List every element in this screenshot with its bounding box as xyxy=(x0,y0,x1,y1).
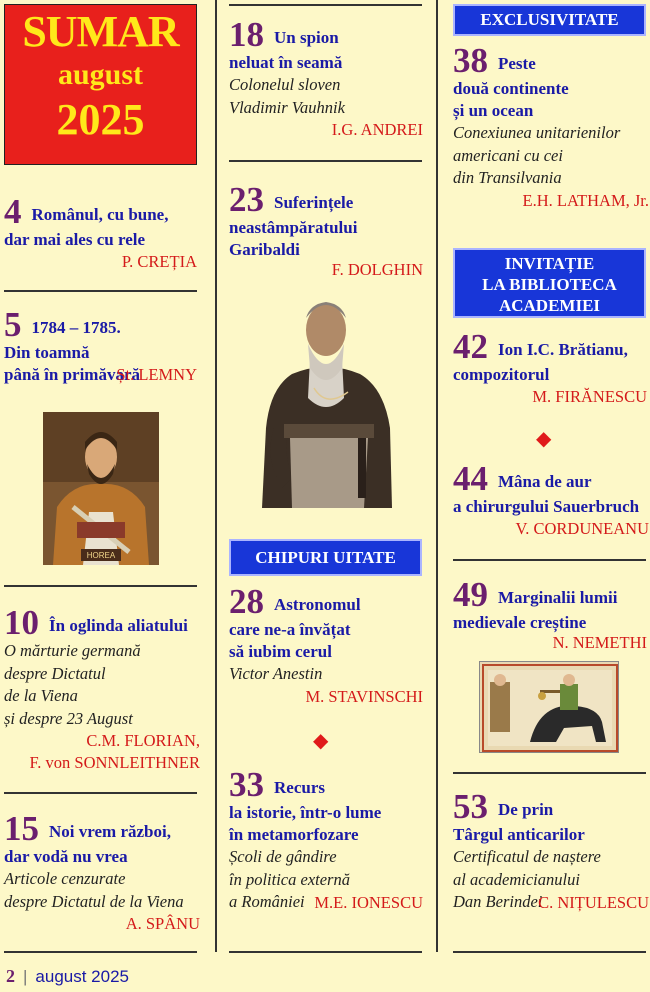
article-28[interactable] xyxy=(229,582,423,708)
diamond-separator-icon: ◆ xyxy=(536,428,552,450)
article-title-line: compozitorul xyxy=(453,365,550,384)
article-author: M. FIRĂNESCU xyxy=(532,387,647,406)
page-number: 23 xyxy=(229,180,264,219)
article-subtitle-line: Articole cenzurate xyxy=(4,869,126,888)
article-title-line: la istorie, într-o lume xyxy=(229,803,382,822)
article-author: P. CREȚIA xyxy=(121,252,197,271)
diamond-separator-icon: ◆ xyxy=(313,730,329,752)
article-author: M. STAVINSCHI xyxy=(305,686,423,706)
page-number: 4 xyxy=(4,192,22,231)
article-title-line: medievale creștine xyxy=(453,613,587,632)
article-author: V. CORDUNEANU xyxy=(515,519,649,538)
article-title-line: Marginalii lumii xyxy=(498,588,618,607)
footer-page-number: 2 xyxy=(6,966,15,986)
horea-portrait-image xyxy=(43,412,159,565)
article-subtitle-line: de la Viena xyxy=(4,686,78,705)
divider xyxy=(453,951,646,953)
article-title-line: în metamorfozare xyxy=(229,825,359,844)
article-title-line: Un spion xyxy=(274,28,339,47)
article-title-line: și un ocean xyxy=(453,101,534,120)
page-number: 10 xyxy=(4,603,39,642)
article-38[interactable] xyxy=(453,41,649,212)
divider xyxy=(4,951,197,953)
article-subtitle-line: Vladimir Vauhnik xyxy=(229,97,345,117)
article-10[interactable] xyxy=(4,603,200,774)
horea-label: HOREA xyxy=(86,551,116,560)
masthead-month: august xyxy=(57,58,144,91)
article-subtitle-line: a României xyxy=(229,892,305,911)
section-band-chipuri-uitate: CHIPURI UITATE xyxy=(229,539,422,576)
page-number: 42 xyxy=(453,327,488,366)
article-title-line: Noi vrem război, xyxy=(49,822,171,841)
masthead xyxy=(4,4,197,165)
divider xyxy=(229,160,422,162)
footer-separator: | xyxy=(23,967,28,986)
article-author: F. DOLGHIN xyxy=(331,260,423,279)
article-subtitle-line: despre Dictatul xyxy=(4,663,106,683)
article-subtitle-line: Dan Berindei xyxy=(453,892,543,911)
article-title-line: neastâmpăratului xyxy=(229,218,358,237)
divider xyxy=(229,951,422,953)
article-title-line: Suferințele xyxy=(274,193,354,212)
article-subtitle-line: Certificatul de naștere xyxy=(453,847,601,866)
page-number: 49 xyxy=(453,575,488,614)
article-author: I.G. ANDREI xyxy=(331,120,423,139)
article-49[interactable] xyxy=(453,575,647,654)
article-author: C.M. FLORIAN, xyxy=(86,731,200,750)
article-5[interactable] xyxy=(4,305,197,386)
band-line: INVITAȚIE xyxy=(504,254,595,273)
article-author: F. von SONNLEITHNER xyxy=(29,753,200,772)
article-15[interactable] xyxy=(4,809,200,935)
article-subtitle-line: Victor Anestin xyxy=(229,664,323,683)
article-18[interactable] xyxy=(229,15,423,141)
band-line: ACADEMIEI xyxy=(498,296,601,315)
article-title-line: Ion I.C. Brătianu, xyxy=(498,340,628,359)
divider xyxy=(4,290,197,292)
article-subtitle-line: Colonelul sloven xyxy=(229,75,341,94)
article-title-line: De prin xyxy=(498,800,554,819)
article-title-line: care ne-a învățat xyxy=(229,620,351,639)
garibaldi-photo-image xyxy=(252,288,400,508)
article-33[interactable] xyxy=(229,765,423,914)
article-author: M.E. IONESCU xyxy=(314,892,423,912)
article-title-line: două continente xyxy=(453,79,569,98)
divider xyxy=(453,559,646,561)
article-4[interactable] xyxy=(4,192,197,273)
article-subtitle-line: și despre 23 August xyxy=(4,708,133,728)
article-subtitle-line: Școli de gândire xyxy=(229,847,337,866)
article-subtitle-line: despre Dictatul de la Viena xyxy=(4,891,184,911)
page-number: 15 xyxy=(4,809,39,848)
article-subtitle-line: al academicianului xyxy=(453,869,580,889)
article-title-line: Peste xyxy=(498,54,536,73)
article-44[interactable] xyxy=(453,459,649,540)
article-title-line: Din toamnă xyxy=(4,343,90,362)
article-author: A. SPÂNU xyxy=(125,914,200,933)
article-subtitle-line: americani cu cei xyxy=(453,145,563,165)
masthead-year: 2025 xyxy=(56,95,145,144)
divider xyxy=(4,585,197,587)
article-title-line: Garibaldi xyxy=(229,240,300,259)
article-title-line: Recurs xyxy=(274,778,325,797)
article-title-line: să iubim cerul xyxy=(229,642,332,661)
article-subtitle-line: în politica externă xyxy=(229,869,350,889)
article-author: Șt. LEMNY xyxy=(116,365,197,384)
page-number: 33 xyxy=(229,765,264,804)
article-23[interactable] xyxy=(229,180,423,281)
page-number: 18 xyxy=(229,15,264,54)
page-number: 44 xyxy=(453,459,488,498)
article-title-line: În oglinda aliatului xyxy=(49,616,188,635)
band-line: LA BIBLIOTECA xyxy=(482,275,617,294)
page-number: 53 xyxy=(453,787,488,826)
divider xyxy=(4,792,197,794)
footer-issue: august 2025 xyxy=(35,967,130,986)
page-number: 28 xyxy=(229,582,264,621)
masthead-title: SUMAR xyxy=(22,7,179,56)
article-title-line: Astronomul xyxy=(274,595,361,614)
article-title-line: 1784 – 1785. xyxy=(31,318,121,337)
article-author: E.H. LATHAM, Jr. xyxy=(522,190,649,210)
article-title-line: a chirurgului Sauerbruch xyxy=(453,497,640,516)
article-title-line: neluat în seamă xyxy=(229,53,343,72)
article-subtitle-line: O mărturie germană xyxy=(4,641,141,660)
column-rule-left xyxy=(215,0,217,952)
article-subtitle-line: din Transilvania xyxy=(453,168,562,187)
article-title-line: dar vodă nu vrea xyxy=(4,847,128,866)
article-author: N. NEMETHI xyxy=(552,633,647,652)
page-number: 38 xyxy=(453,41,488,80)
section-band-exclusivitate: EXCLUSIVITATE xyxy=(453,4,646,36)
article-53[interactable] xyxy=(453,787,649,914)
article-title-line: Târgul anticarilor xyxy=(453,825,585,844)
article-title-line: până în primăvară xyxy=(4,365,141,384)
article-author: C. NIȚULESCU xyxy=(538,892,649,912)
article-42[interactable] xyxy=(453,327,647,408)
column-rule-right xyxy=(436,0,438,952)
section-band-invitatie xyxy=(453,248,646,318)
article-title-line: Românul, cu bune, xyxy=(31,205,169,224)
article-title-line: dar mai ales cu rele xyxy=(4,230,146,249)
article-title-line: Mâna de aur xyxy=(498,472,592,491)
divider xyxy=(453,772,646,774)
article-subtitle-line: Conexiunea unitarienilor xyxy=(453,123,621,142)
medieval-miniature-image xyxy=(479,661,619,753)
divider xyxy=(229,4,422,6)
page-number: 5 xyxy=(4,305,22,344)
page-footer xyxy=(6,966,129,987)
